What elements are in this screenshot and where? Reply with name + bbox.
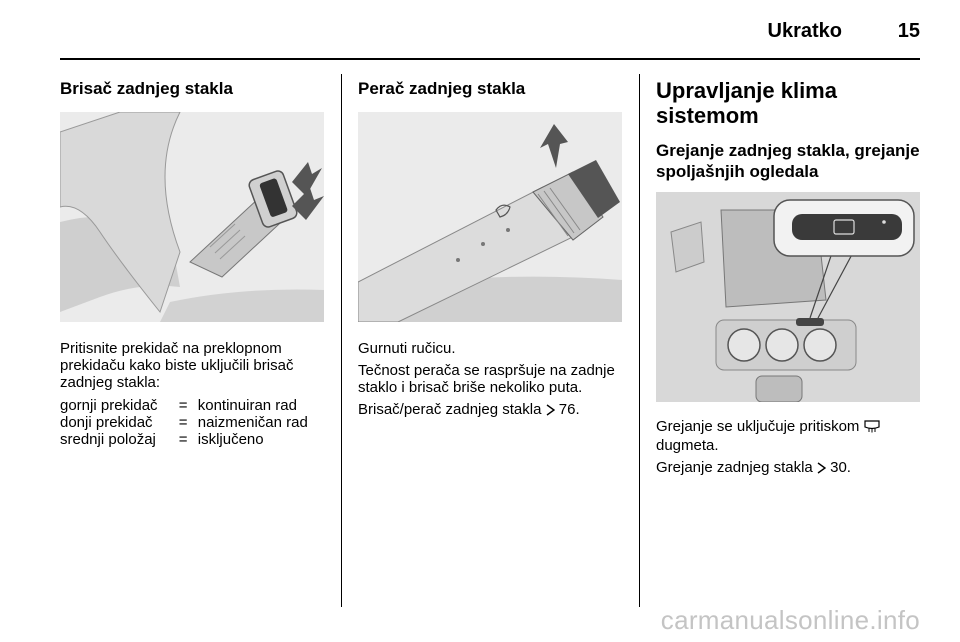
- arrow-reference-icon: [817, 461, 826, 478]
- definition-separator: =: [178, 397, 188, 414]
- column-divider: [639, 74, 640, 607]
- cross-reference: [656, 459, 920, 478]
- reference-text: Brisač/perač zadnjeg stakla: [358, 401, 542, 418]
- heating-instruction: [656, 418, 920, 454]
- page-reference[interactable]: 76.: [558, 401, 580, 418]
- push-lever-text: Gurnuti ručicu.: [358, 340, 456, 357]
- page-number: 15: [897, 20, 920, 42]
- definition-separator: =: [178, 414, 188, 431]
- definition-list: [60, 397, 324, 448]
- header-title: Ukratko: [767, 20, 842, 42]
- cross-reference: [358, 401, 622, 420]
- definition-term: gornji prekidač: [60, 397, 158, 414]
- rear-window-heater-icon: [864, 419, 880, 437]
- reference-text: Grejanje zadnjeg stakla: [656, 459, 813, 476]
- section-heading: Perač zadnjeg stakla: [358, 79, 526, 98]
- column-rear-washer: [358, 74, 622, 420]
- heating-text-end: dugmeta.: [656, 437, 719, 454]
- rear-wiper-switch-icon: [60, 112, 324, 322]
- heated-rear-window-button-icon: [656, 192, 920, 402]
- instruction-text: Pritisnite prekidač na preklopnom prekidaču kako biste uključili brisač zadnjeg stakla:: [60, 340, 294, 391]
- definition-desc: naizmeničan rad: [197, 414, 308, 431]
- section-subheading: Grejanje zadnjeg stakla, grejanje spoljašnjih ogledala: [656, 141, 920, 181]
- section-heading: Brisač zadnjeg stakla: [60, 79, 233, 98]
- column-climate-control: [656, 74, 920, 478]
- page-header: [0, 0, 960, 60]
- definition-term: srednji položaj: [60, 431, 156, 448]
- column-divider: [341, 74, 342, 607]
- rear-washer-lever-icon: [358, 112, 622, 322]
- definition-desc: isključeno: [197, 431, 264, 448]
- chapter-title: Upravljanje klima sistemom: [656, 78, 837, 128]
- washer-description: Tečnost perača se raspršuje na zadnje staklo i brisač briše nekoliko puta.: [358, 362, 615, 396]
- definition-term: donji prekidač: [60, 414, 153, 431]
- definition-separator: =: [178, 431, 188, 448]
- watermark: carmanualsonline.info: [660, 605, 920, 635]
- arrow-reference-icon: [546, 403, 555, 420]
- page-reference[interactable]: 30.: [830, 459, 851, 476]
- definition-desc: kontinuiran rad: [197, 397, 297, 414]
- heating-text: Grejanje se uključuje pritiskom: [656, 418, 860, 435]
- column-rear-wiper: [60, 74, 324, 448]
- header-rule: [60, 58, 920, 60]
